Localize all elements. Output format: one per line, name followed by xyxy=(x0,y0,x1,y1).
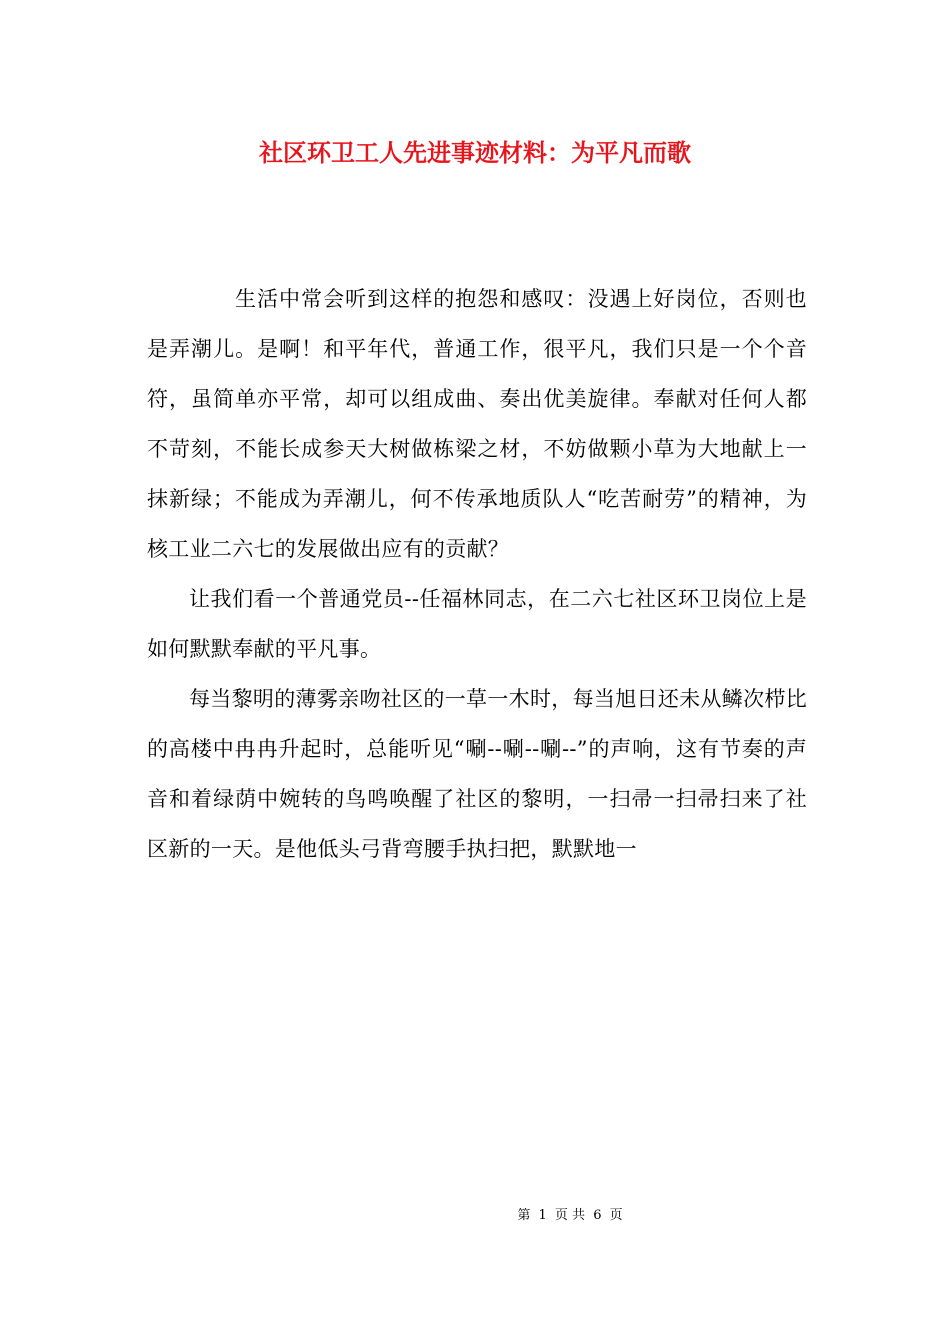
footer-suffix: 页 xyxy=(609,1208,623,1223)
footer-current-page: 1 xyxy=(538,1208,547,1223)
footer-total-pages: 6 xyxy=(593,1208,602,1223)
document-title: 社区环卫工人先进事迹材料：为平凡而歌 xyxy=(259,138,691,167)
footer-mid: 页 共 xyxy=(554,1208,586,1223)
document-body xyxy=(147,274,807,874)
page-footer xyxy=(0,1206,950,1226)
paragraph-3: 每当黎明的薄雾亲吻社区的一草一木时，每当旭日还未从鳞次栉比的高楼中冉冉升起时，总能听见“唰--唰--唰--”的声响，这有节奏的声音和着绿荫中婉转的鸟鸣唤醒了社区的黎明，一扫帚一扫帚扫来了社区新的一天。是他低头弓背弯腰手执扫把，默默地一 xyxy=(147,687,807,861)
paragraph-1: 生活中常会听到这样的抱怨和感叹：没遇上好岗位，否则也是弄潮儿。是啊！和平年代，普通工作，很平凡，我们只是一个个音符，虽简单亦平常，却可以组成曲、奏出优美旋律。奉献对任何人都不苛刻，不能长成参天大树做栋梁之材，不妨做颗小草为大地献上一抹新绿；不能成为弄潮儿，何不传承地质队人“吃苦耐劳”的精神，为核工业二六七的发展做出应有的贡献？ xyxy=(147,287,807,561)
footer-prefix: 第 xyxy=(517,1208,531,1223)
paragraph-2: 让我们看一个普通党员--任福林同志，在二六七社区环卫岗位上是如何默默奉献的平凡事。 xyxy=(147,587,807,661)
